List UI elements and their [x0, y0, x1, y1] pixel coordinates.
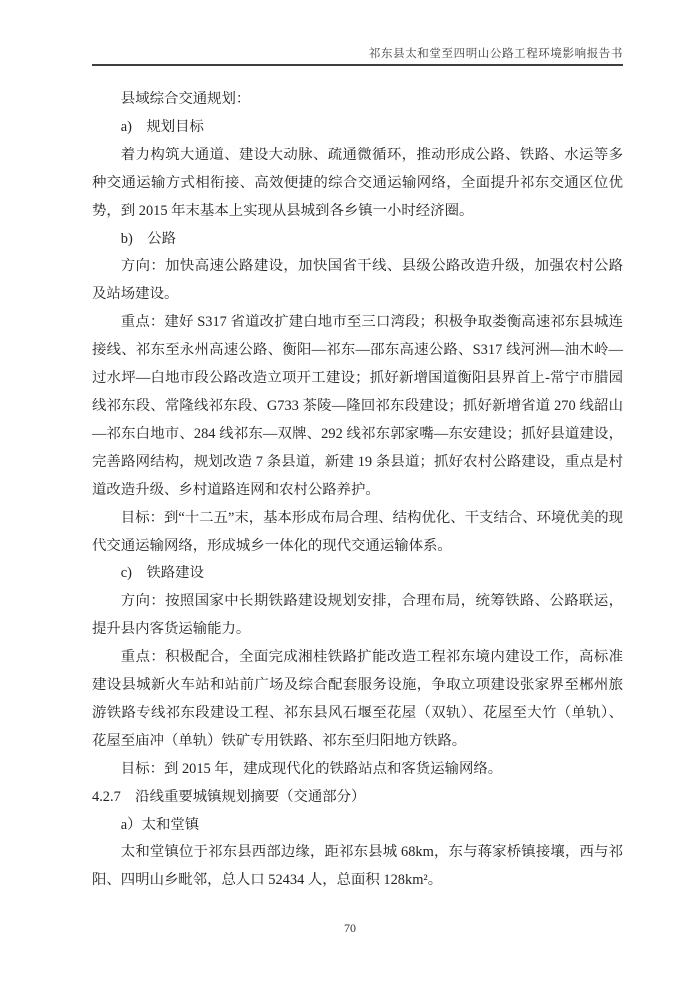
item-c-railway: c) 铁路建设	[120, 565, 204, 582]
item-a-planning-goals: a) 规划目标	[120, 118, 204, 135]
para-railway-target: 目标：到 2015 年，建成现代化的铁路站点和客货运输网络。	[120, 760, 503, 777]
page-number: 70	[344, 921, 356, 935]
para-highway-direction: 方向：加快高速公路建设，加快国省干线、县级公路改造升级，加强农村公路及站场建设。	[92, 258, 623, 303]
item-a-taihetang-town: a）太和堂镇	[120, 816, 200, 833]
document-body	[92, 86, 623, 895]
para-planning-goals: 着力构筑大通道、建设大动脉、疏通微循环，推动形成公路、铁路、水运等多种交通运输方式相衔接、高效便捷的综合交通运输网络，全面提升祁东交通区位优势，到 2015 年末基本上实现从县城到各乡镇一小时经济圈。	[92, 146, 623, 219]
line-county-transport-plan: 县域综合交通规划：	[120, 91, 251, 107]
para-highway-target: 目标：到“十二五”末，基本形成布局合理、结构优化、干支结合、环境优美的现代交通运输网络，形成城乡一体化的现代交通运输体系。	[92, 509, 623, 554]
para-railway-focus: 重点：积极配合，全面完成湘桂铁路扩能改造工程祁东境内建设工作，高标准建设县城新火车站和站前广场及综合配套服务设施，争取立项建设张家界至郴州旅游铁路专线祁东段建设工程、祁东县风石堰至花屋（双轨）、花屋至大竹（单轨）、花屋至庙冲（单轨）铁矿专用铁路、祁东至归阳地方铁路。	[92, 649, 623, 749]
para-taihetang-town: 太和堂镇位于祁东县西部边缘，距祁东县城 68km，东与蒋家桥镇接壤，西与祁阳、四明山乡毗邻，总人口 52434 人，总面积 128km²。	[92, 844, 623, 889]
para-highway-focus: 重点：建好 S317 省道改扩建白地市至三口湾段；积极争取娄衡高速祁东县城连接线、祁东至永州高速公路、衡阳—祁东—邵东高速公路、S317 线河洲—油木岭—过水坪—白地市段公路改造立项开工建设；抓好新增国道衡阳县界首上-常宁市腊园线祁东段、常隆线祁东段、G733 茶陵—隆回祁东段建设；抓好新增省道 270 线韶山—祁东白地市、284 线祁东—双牌、292 线祁东郭家嘴—东安建设；抓好县道建设，完善路网结构，规划改造 7 条县道，新建 19 条县道；抓好农村公路建设，重点是村道改造升级、乡村道路连网和农村公路养护。	[92, 314, 623, 498]
item-b-highway: b) 公路	[120, 230, 176, 247]
header-rule	[92, 64, 623, 66]
running-header-title: 祁东县太和堂至四明山公路工程环境影响报告书	[368, 48, 623, 60]
para-railway-direction: 方向：按照国家中长期铁路建设规划安排，合理布局，统筹铁路、公路联运，提升县内客货运输能力。	[92, 593, 623, 638]
section-heading-4-2-7: 4.2.7 沿线重要城镇规划摘要（交通部分）	[92, 788, 366, 805]
